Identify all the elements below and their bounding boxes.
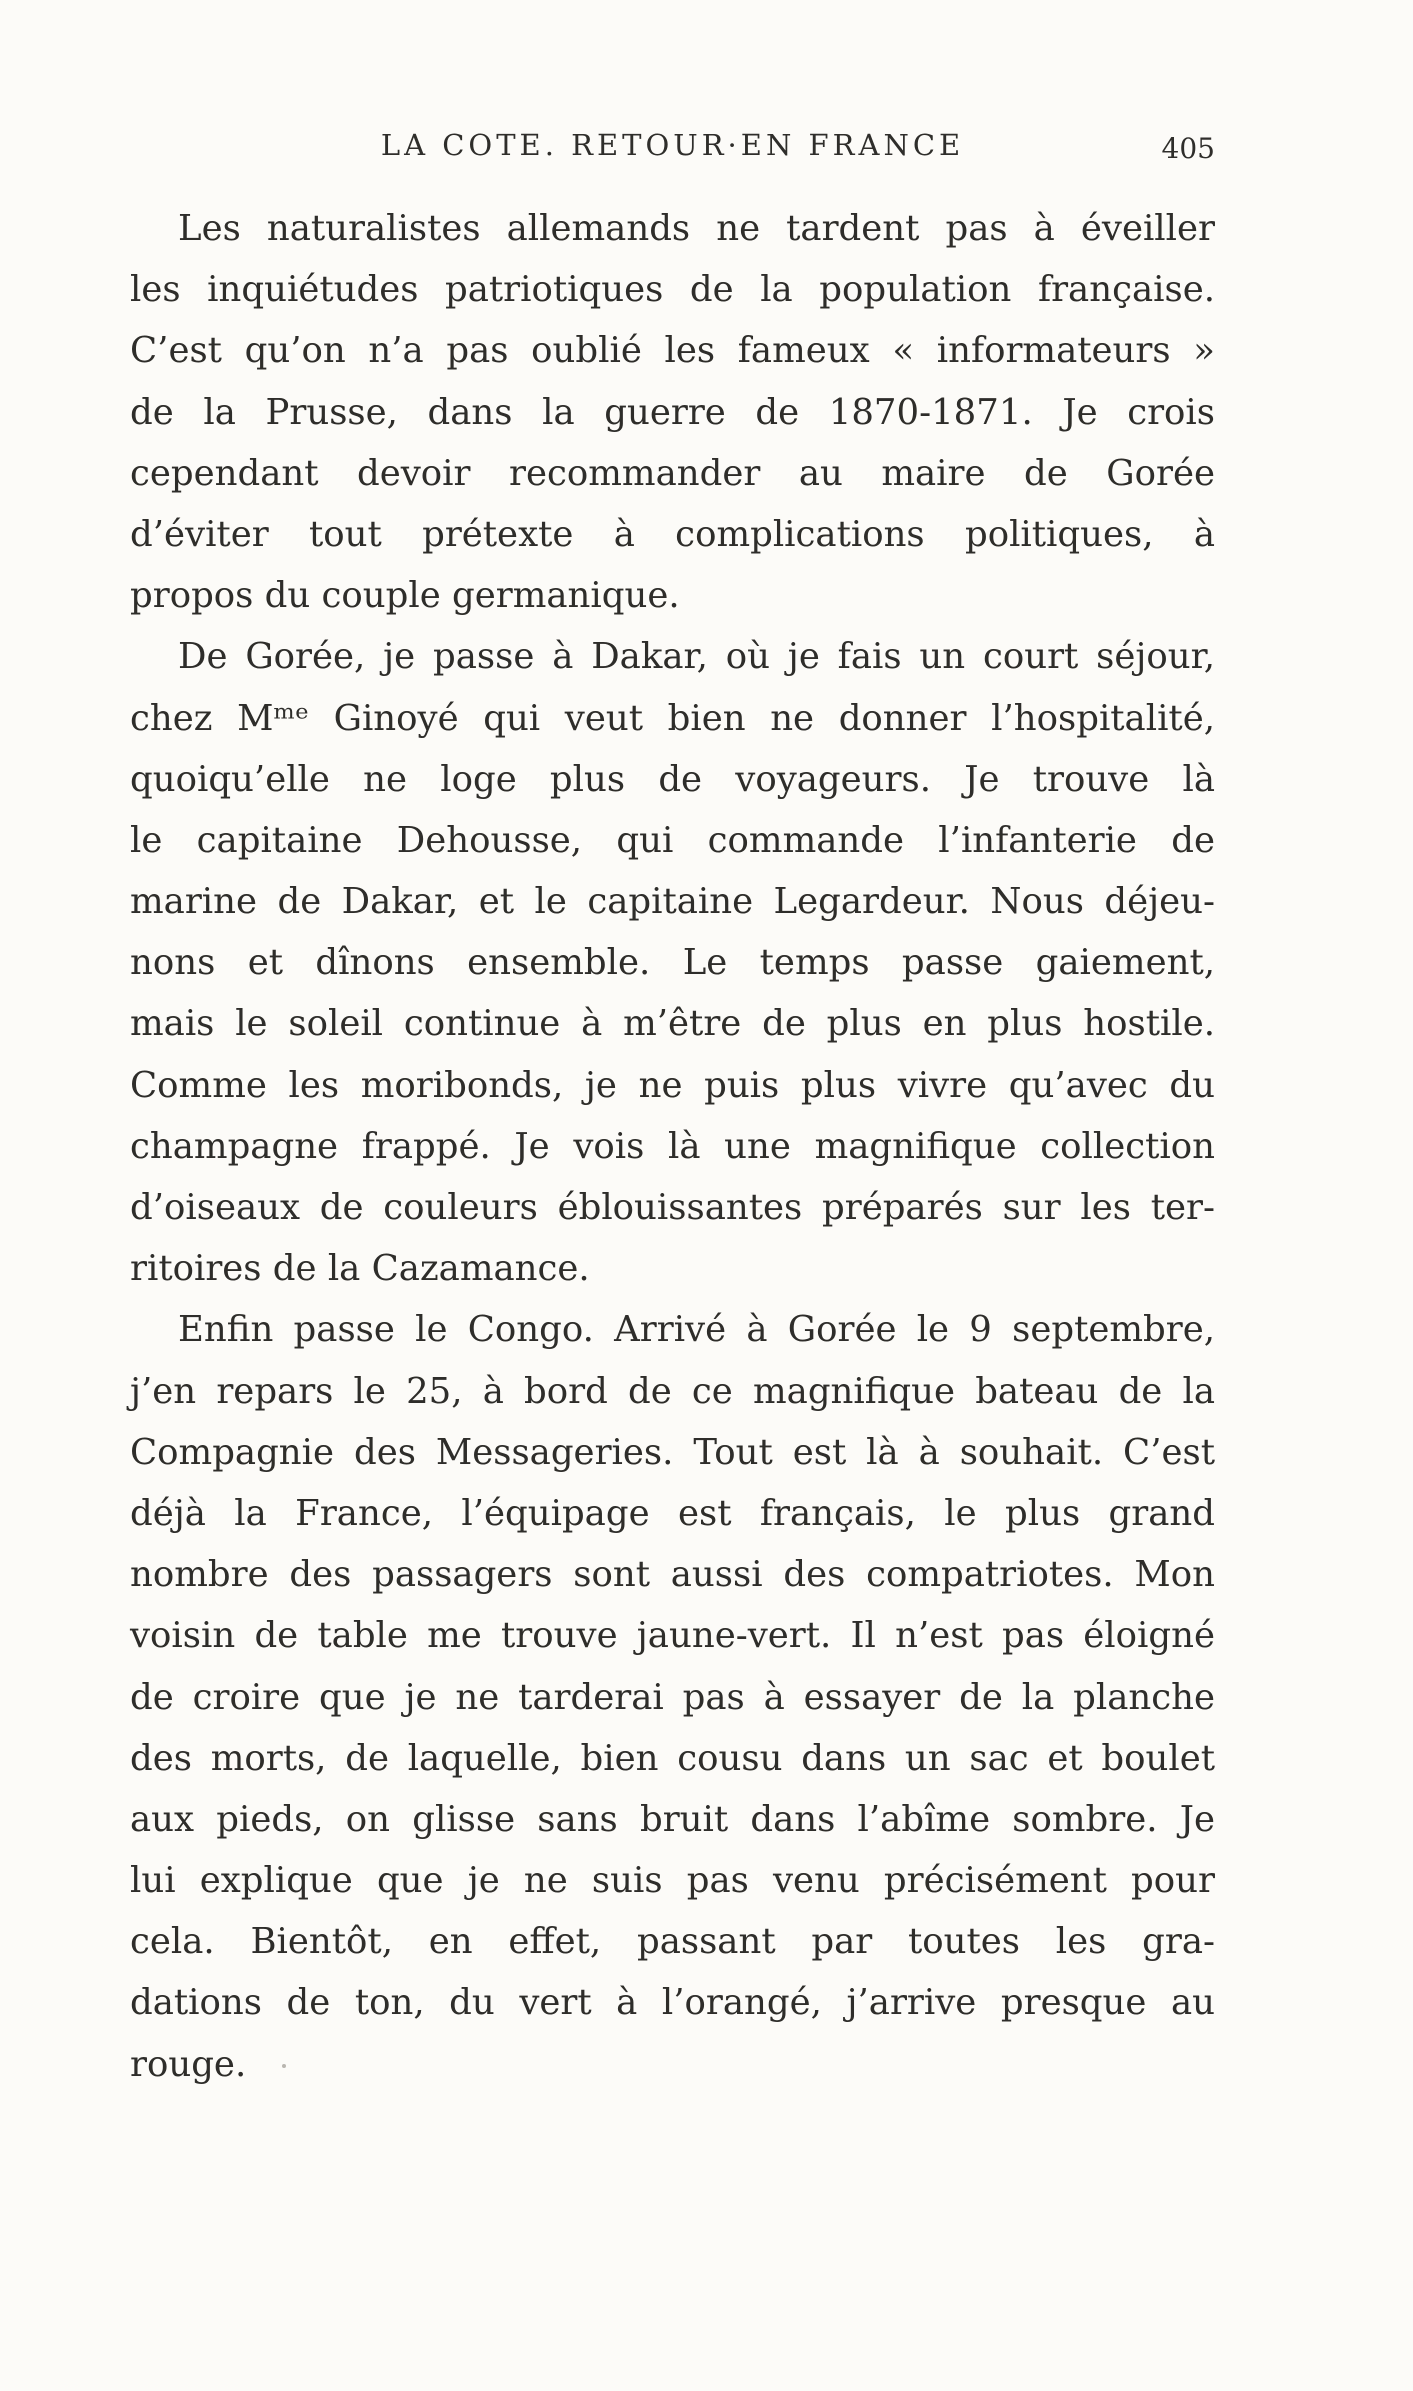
text-line: des morts, de laquelle, bien cousu dans un sac et boulet bbox=[130, 1737, 1215, 1779]
text-line: lui explique que je ne suis pas venu précisément pour bbox=[130, 1860, 1215, 1902]
text-line: le capitaine Dehousse, qui commande l’infanterie de bbox=[130, 819, 1215, 861]
text-line: cependant devoir recommander au maire de Gorée bbox=[130, 452, 1215, 494]
final-word: rouge. bbox=[130, 2043, 247, 2085]
page-number: 405 bbox=[1161, 132, 1215, 165]
text-line-final bbox=[130, 2034, 1215, 2095]
text-line: nombre des passagers sont aussi des compatriotes. Mon bbox=[130, 1554, 1215, 1596]
text-line: Compagnie des Messageries. Tout est là à souhait. C’est bbox=[130, 1431, 1215, 1473]
text-line: nons et dînons ensemble. Le temps passe gaiement, bbox=[130, 942, 1215, 984]
running-title: LA COTE. RETOUR·EN FRANCE bbox=[380, 128, 965, 162]
text-line: Les naturalistes allemands ne tardent pas à éveiller bbox=[178, 208, 1215, 249]
text-line: ritoires de la Cazamance. bbox=[130, 1248, 590, 1290]
running-head bbox=[130, 128, 1215, 168]
text-line: chez Mᵐᵉ Ginoyé qui veut bien ne donner l’hospitalité, bbox=[130, 697, 1215, 739]
text-line: aux pieds, on glisse sans bruit dans l’abîme sombre. Je bbox=[130, 1798, 1215, 1840]
text-line: quoiqu’elle ne loge plus de voyageurs. Je trouve là bbox=[130, 758, 1215, 800]
text-line: d’éviter tout prétexte à complications politiques, à bbox=[130, 513, 1215, 555]
text-line: d’oiseaux de couleurs éblouissantes préparés sur les ter- bbox=[130, 1187, 1215, 1228]
text-line: propos du couple germanique. bbox=[130, 575, 680, 617]
text-line: cela. Bientôt, en effet, passant par toutes les gra- bbox=[130, 1921, 1215, 1963]
stray-dot bbox=[282, 2064, 286, 2068]
text-line: j’en repars le 25, à bord de ce magnifique bateau de la bbox=[130, 1370, 1215, 1412]
text-line: mais le soleil continue à m’être de plus en plus hostile. bbox=[130, 1003, 1215, 1045]
text-line: champagne frappé. Je vois là une magnifique collection bbox=[130, 1125, 1215, 1167]
text-line: dations de ton, du vert à l’orangé, j’arrive presque au bbox=[130, 1982, 1215, 2024]
text-line: les inquiétudes patriotiques de la population française. bbox=[130, 269, 1215, 311]
body-text bbox=[130, 198, 1215, 2095]
text-line: marine de Dakar, et le capitaine Legardeur. Nous déjeu- bbox=[130, 881, 1215, 923]
text-line: Comme les moribonds, je ne puis plus vivre qu’avec du bbox=[130, 1064, 1215, 1106]
text-line: déjà la France, l’équipage est français, le plus grand bbox=[130, 1492, 1215, 1534]
text-line: voisin de table me trouve jaune-vert. Il n’est pas éloigné bbox=[130, 1615, 1215, 1657]
text-line: De Gorée, je passe à Dakar, où je fais un court séjour, bbox=[178, 636, 1215, 678]
text-line: Enfin passe le Congo. Arrivé à Gorée le 9 septembre, bbox=[178, 1309, 1215, 1351]
text-line: de la Prusse, dans la guerre de 1870-1871. Je crois bbox=[130, 391, 1215, 433]
text-line: C’est qu’on n’a pas oublié les fameux « informateurs » bbox=[130, 330, 1215, 372]
text-line: de croire que je ne tarderai pas à essayer de la planche bbox=[130, 1676, 1215, 1718]
